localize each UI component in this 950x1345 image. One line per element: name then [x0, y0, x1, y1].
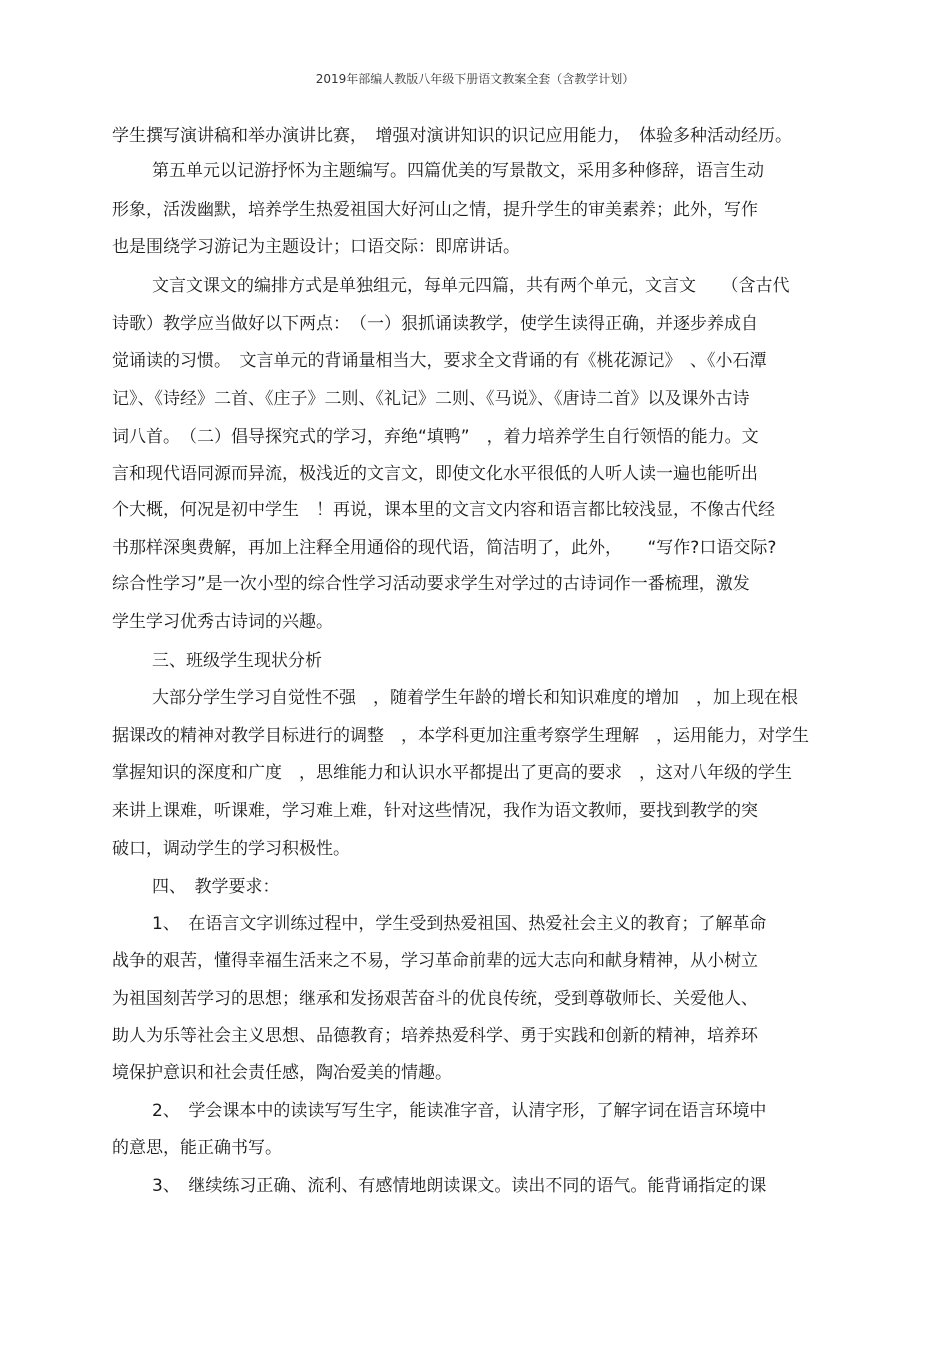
text-line: 来讲上课难，听课难，学习难上难，针对这些情况，我作为语文教师，要找到教学的突 [112, 801, 758, 821]
text-line: 学生学习优秀古诗词的兴趣。 [112, 612, 333, 632]
text-line: 言和现代语同源而异流，极浅近的文言文，即使文化水平很低的人听人读一遍也能听出 [112, 464, 758, 484]
text-line: 3、 继续练习正确、流利、有感情地朗读课文。读出不同的语气。能背诵指定的课 [152, 1176, 767, 1196]
text-line: 2、 学会课本中的读读写写生字，能读准字音，认清字形，了解字词在语言环境中 [152, 1101, 767, 1121]
text-line: 的意思，能正确书写。 [112, 1138, 282, 1158]
text-line: 破口，调动学生的学习积极性。 [112, 839, 350, 859]
text-line: 觉诵读的习惯。 文言单元的背诵量相当大，要求全文背诵的有《桃花源记》 、《小石潭 [112, 351, 767, 371]
text-line: 学生撰写演讲稿和举办演讲比赛， 增强对演讲知识的识记应用能力， 体验多种活动经历。 [112, 126, 792, 146]
text-line: 助人为乐等社会主义思想、品德教育；培养热爱科学、勇于实践和创新的精神，培养环 [112, 1026, 758, 1046]
text-line: 个大概，何况是初中学生 ！再说，课本里的文言文内容和语言都比较浅显，不像古代经 [112, 500, 775, 520]
text-line: 记》、《诗经》二首、《庄子》二则、《礼记》二则、《马说》、《唐诗二首》以及课外古诗 [112, 389, 750, 409]
page-header: 2019年部编人教版八年级下册语文教案全套（含教学计划） [315, 72, 635, 86]
text-line: 综合性学习”是一次小型的综合性学习活动要求学生对学过的古诗词作一番梳理，激发 [112, 574, 750, 594]
text-line: 词八首。 （二）倡导探究式的学习，弃绝“填鸭” ，着力培养学生自行领悟的能力。文 [112, 427, 759, 447]
text-line: 战争的艰苦，懂得幸福生活来之不易，学习革命前辈的远大志向和献身精神，从小树立 [112, 951, 758, 971]
text-line: 诗歌）教学应当做好以下两点： （一）狠抓诵读教学，使学生读得正确，并逐步养成自 [112, 314, 758, 334]
text-line: 1、 在语言文字训练过程中，学生受到热爱祖国、热爱社会主义的教育；了解革命 [152, 914, 767, 934]
text-line: 形象，活泼幽默，培养学生热爱祖国大好河山之情，提升学生的审美素养；此外，写作 [112, 200, 758, 220]
text-line: 也是围绕学习游记为主题设计；口语交际：即席讲话。 [112, 237, 520, 257]
text-line: 书那样深奥费解，再加上注释全用通俗的现代语，简洁明了，此外， “写作?口语交际? [112, 538, 777, 558]
text-line: 为祖国刻苦学习的思想；继承和发扬艰苦奋斗的优良传统，受到尊敬师长、关爱他人、 [112, 989, 758, 1009]
text-line: 掌握知识的深度和广度 ，思维能力和认识水平都提出了更高的要求 ，这对八年级的学生 [112, 763, 792, 783]
text-line: 大部分学生学习自觉性不强 ，随着学生年龄的增长和知识难度的增加 ，加上现在根 [152, 688, 798, 708]
text-line: 境保护意识和社会责任感，陶冶爱美的情趣。 [112, 1063, 452, 1083]
section-heading: 四、 教学要求： [152, 877, 280, 897]
section-heading: 三、班级学生现状分析 [152, 651, 322, 671]
text-line: 第五单元以记游抒怀为主题编写。四篇优美的写景散文，采用多种修辞，语言生动 [152, 161, 764, 181]
text-line: 据课改的精神对教学目标进行的调整 ，本学科更加注重考察学生理解 ，运用能力，对学生 [112, 726, 809, 746]
text-line: 文言文课文的编排方式是单独组元，每单元四篇，共有两个单元，文言文 （含古代 [152, 276, 790, 296]
